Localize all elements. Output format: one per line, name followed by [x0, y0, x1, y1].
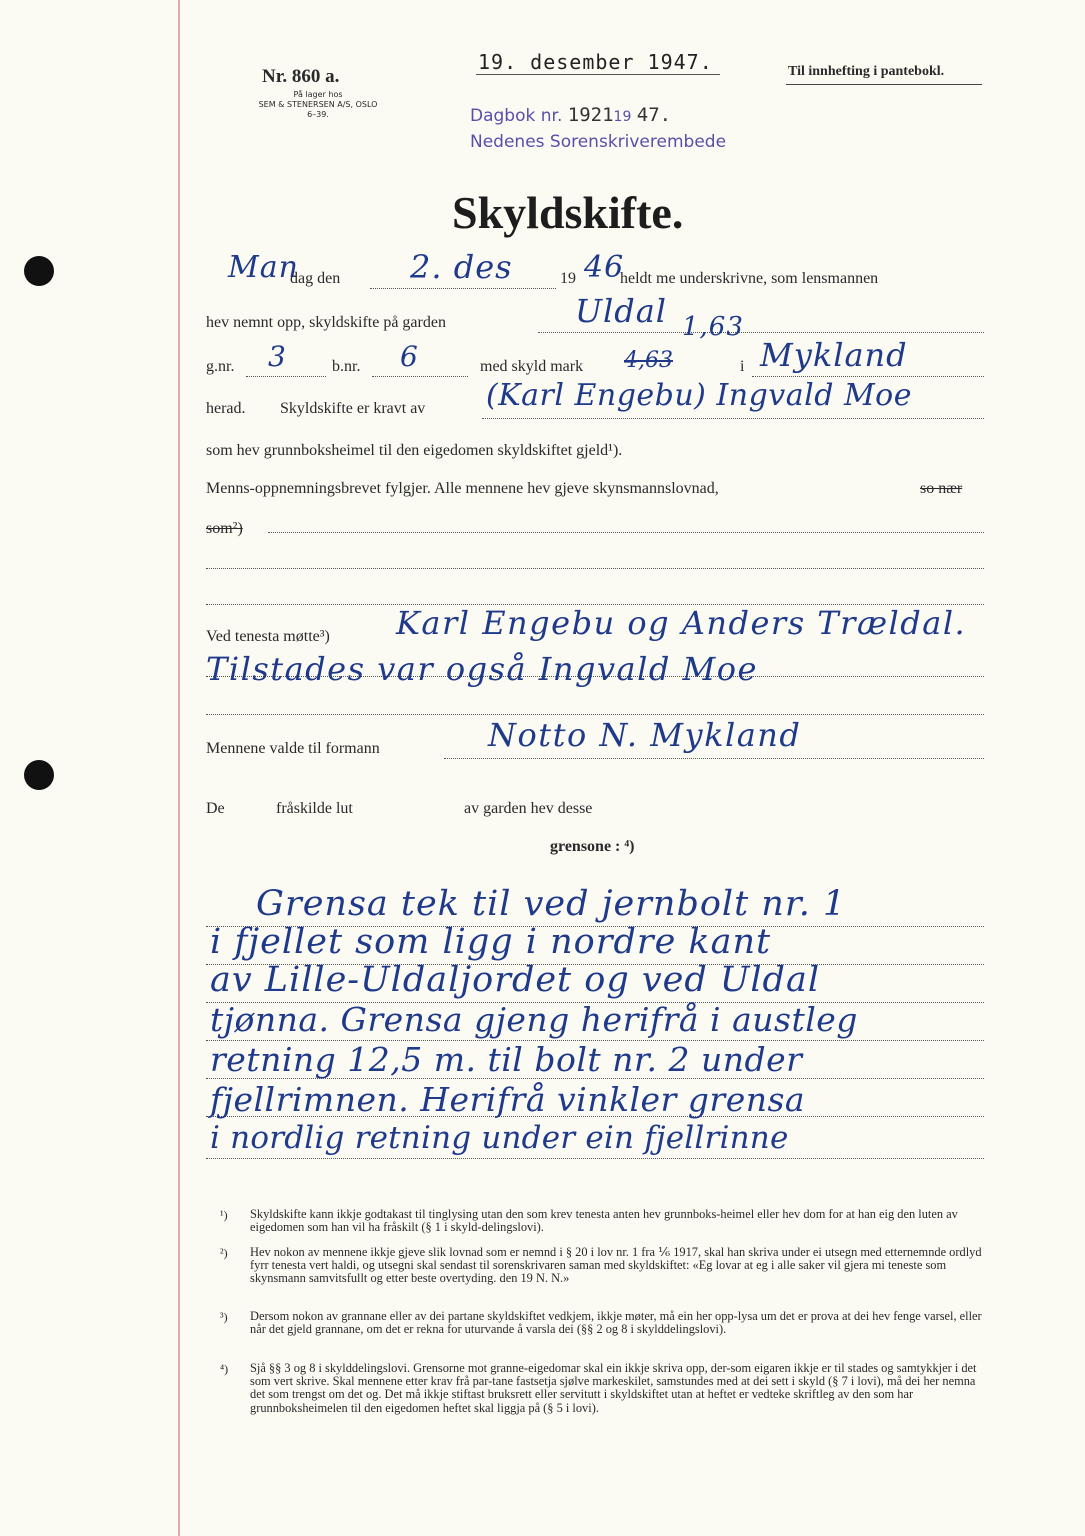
page-title: Skyldskifte. — [452, 187, 684, 238]
label-som: som²) — [206, 520, 243, 537]
punch-hole — [24, 760, 54, 790]
date-underline — [476, 74, 720, 75]
date-stamp: 19. desember 1947. — [478, 50, 713, 74]
label-formann: Mennene valde til formann — [206, 740, 380, 757]
label-grunnbok: som hev grunnboksheimel til den eigedomen skyldskiftet gjeld¹). — [206, 442, 623, 459]
hw-present: Tilstades var også Ingvald Moe — [206, 650, 758, 688]
punch-hole — [24, 256, 54, 286]
rule — [268, 532, 984, 533]
label-dag-den: dag den — [290, 270, 341, 287]
label-skyld: med skyld mark — [480, 358, 584, 375]
year-prefix: 19 — [560, 270, 576, 287]
footnote-number: ⁴) — [220, 1362, 229, 1376]
label-herad: herad. — [206, 400, 246, 417]
right-note: Til innhefting i pantebokl. — [788, 64, 945, 79]
hw-chairman: Notto N. Mykland — [488, 716, 802, 754]
hw-bnr: 6 — [400, 340, 419, 373]
hw-skyld: 1,63 — [682, 312, 744, 342]
hw-weekday: Man — [228, 250, 299, 285]
form-number: Nr. 860 a. — [262, 66, 340, 87]
publisher-line: SEM & STENERSEN A/S, OSLO — [258, 100, 378, 109]
rule — [370, 288, 556, 289]
hw-boundary-line: i fjellet som ligg i nordre kant — [210, 922, 772, 962]
footnote-number: ²) — [220, 1246, 228, 1260]
rule — [444, 758, 984, 759]
label-fraskilde: fråskilde lut — [276, 800, 353, 817]
footnote-text: Dersom nokon av grannane eller av dei partane skyldskiftet vedkjem, ikkje møter, må ein her opp-lysa um det er prova at dei hev fenge varsel, eller når det gjeld grannane, om det er rekna for uturvande å varsla dei (§§ 2 og 8 i skylddelingslovi). — [250, 1309, 982, 1337]
margin-line — [178, 0, 180, 1536]
footnote-text: Hev nokon av mennene ikkje gjeve slik lovnad som er nemnd i § 20 i lov nr. 1 fra ⅙ 1917, skal han skriva under ei utsegn med etternemnde ordlyd fyrr tenesta vert haldi, og utsegni skal sendast til sorenskrivaren saman med skyldskiftet: «Eg lovar at eg i alle saker vil gjera mi teneste som skynsmann samvitsfullt og etter beste overtyding. den 19 N. N.» — [250, 1245, 982, 1286]
hw-skyld-struck: 4,63 — [624, 348, 673, 373]
hw-attendees: Karl Engebu og Anders Trældal. — [396, 604, 967, 642]
label-gnr: g.nr. — [206, 358, 235, 375]
office-stamp: Nedenes Sorenskriverembede — [470, 132, 727, 152]
label-ved-tenesta: Ved tenesta møtte³) — [206, 628, 330, 645]
rule — [206, 1158, 984, 1159]
publisher-line: På lager hos — [293, 90, 343, 99]
hw-boundary-line: av Lille-Uldaljordet og ved Uldal — [210, 960, 821, 1000]
label-kravt-av: Skyldskifte er kravt av — [280, 400, 426, 417]
dagbok-year: 47. — [636, 104, 672, 126]
hw-year: 46 — [584, 250, 625, 285]
footnote-text: Sjå §§ 3 og 8 i skylddelingslovi. Grensorne mot granne-eigedomar skal ein ikkje skriva opp, der-som eigaren ikkje er til stades og samtykkjer i det som vert skrive. Skal mennene etter krav frå par-tane fastsetja sjølve markeskilet, samstundes med at dei sett i skyld (§ 7 i lovi), må dei her nemna det som trengst om det og. Det må ikkje stiftast bruksrett eller servitutt i skyldskiftet utan at heftet er vedteke skriftleg av den som har grunnboksheimelen til den eigedomen heftet skal liggja på (§ 5 i lovi). — [250, 1361, 977, 1415]
footnote-number: ¹) — [220, 1208, 228, 1222]
hw-municipality: Mykland — [760, 336, 908, 374]
label-bnr: b.nr. — [332, 358, 361, 375]
hw-boundary-line: tjønna. Grensa gjeng herifrå i austleg — [210, 1000, 858, 1039]
label-heldt: heldt me underskrivne, som lensmannen — [620, 270, 879, 287]
right-note-underline — [786, 84, 982, 85]
hw-boundary-line: Grensa tek til ved jernbolt nr. 1 — [256, 884, 847, 924]
publisher-info — [248, 90, 388, 120]
footnote-text: Skyldskifte kann ikkje godtakast til tinglysing utan den som krev tenesta anten hev grunnboks-heimel eller hev dom for at han eig den luten av eigedomen som han vil ha fråskilt (§ 1 i skyld-delingslovi). — [250, 1207, 958, 1235]
rule — [206, 568, 984, 569]
rule — [246, 376, 326, 377]
hw-gnr: 3 — [268, 340, 287, 373]
rule — [482, 418, 984, 419]
rule — [538, 332, 984, 333]
publisher-line: 6–39. — [307, 110, 329, 119]
dagbok-year-prefix: 19 — [613, 109, 632, 125]
label-hev-nemnt: hev nemnt opp, skyldskifte på garden — [206, 314, 446, 331]
dagbok-stamp — [470, 104, 671, 126]
label-i: i — [740, 358, 745, 375]
label-de: De — [206, 800, 225, 817]
hw-boundary-line: i nordlig retning under ein fjellrinne — [210, 1120, 789, 1156]
hw-boundary-line: fjellrimnen. Herifrå vinkler grensa — [210, 1080, 806, 1119]
hw-date: 2. des — [410, 248, 513, 286]
hw-boundary-line: retning 12,5 m. til bolt nr. 2 under — [210, 1040, 803, 1079]
dagbok-label: Dagbok nr. — [470, 106, 563, 126]
hw-farm: Uldal — [575, 292, 667, 330]
footnote-number: ³) — [220, 1310, 228, 1324]
label-grensone: grensone : ⁴) — [550, 838, 635, 855]
rule — [752, 376, 984, 377]
hw-requested-by: (Karl Engebu) Ingvald Moe — [486, 378, 912, 413]
label-menns: Menns-oppnemningsbrevet fylgjer. Alle mennene hev gjeve skynsmannslovnad, — [206, 480, 719, 497]
rule — [206, 714, 984, 715]
dagbok-number: 1921 — [567, 104, 614, 126]
rule — [372, 376, 468, 377]
label-so-naer: so nær — [920, 480, 963, 497]
label-av-garden: av garden hev desse — [464, 800, 593, 817]
